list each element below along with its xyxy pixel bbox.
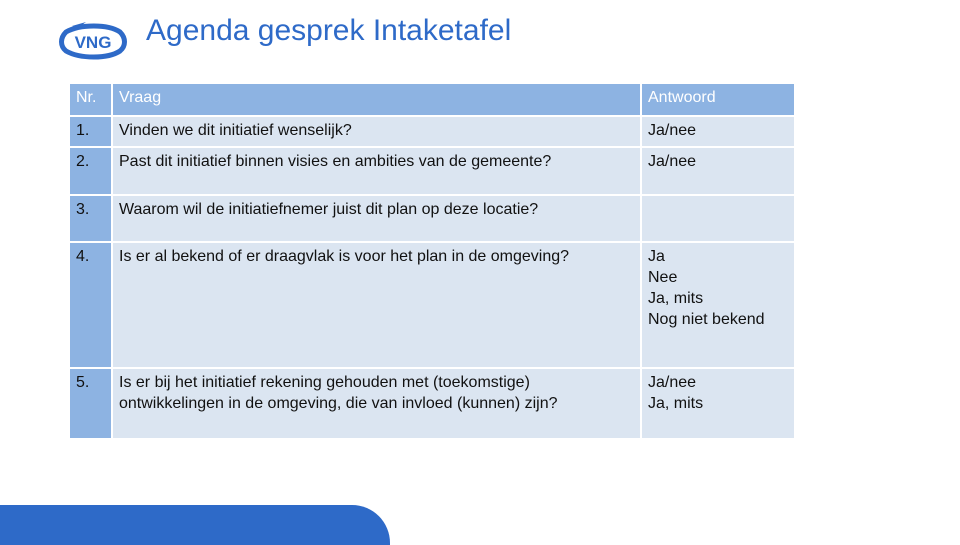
row-answer: Ja/nee bbox=[641, 147, 795, 195]
table-row bbox=[69, 368, 795, 439]
vng-logo bbox=[58, 22, 128, 60]
row-question: Is er bij het initiatief rekening gehouden met (toekomstige) ontwikkelingen in de omgeving, die van invloed (kunnen) zijn? bbox=[112, 368, 641, 439]
row-number: 1. bbox=[69, 116, 112, 147]
header-answer: Antwoord bbox=[641, 83, 795, 116]
header-question: Vraag bbox=[112, 83, 641, 116]
row-answer bbox=[641, 195, 795, 242]
svg-text:VNG: VNG bbox=[74, 33, 112, 52]
table-row bbox=[69, 242, 795, 368]
table-header-row bbox=[69, 83, 795, 116]
agenda-table bbox=[68, 82, 796, 440]
footer-decoration bbox=[0, 505, 390, 545]
row-number: 5. bbox=[69, 368, 112, 439]
row-number: 3. bbox=[69, 195, 112, 242]
row-question: Waarom wil de initiatiefnemer juist dit plan op deze locatie? bbox=[112, 195, 641, 242]
page-title: Agenda gesprek Intaketafel bbox=[146, 14, 512, 47]
row-answer: Ja/nee Ja, mits bbox=[641, 368, 795, 439]
table-row bbox=[69, 116, 795, 147]
header-nr: Nr. bbox=[69, 83, 112, 116]
row-question: Vinden we dit initiatief wenselijk? bbox=[112, 116, 641, 147]
row-question: Past dit initiatief binnen visies en ambities van de gemeente? bbox=[112, 147, 641, 195]
row-answer: Ja Nee Ja, mits Nog niet bekend bbox=[641, 242, 795, 368]
table-row bbox=[69, 195, 795, 242]
row-question: Is er al bekend of er draagvlak is voor het plan in de omgeving? bbox=[112, 242, 641, 368]
table-row bbox=[69, 147, 795, 195]
row-number: 2. bbox=[69, 147, 112, 195]
row-answer: Ja/nee bbox=[641, 116, 795, 147]
row-number: 4. bbox=[69, 242, 112, 368]
